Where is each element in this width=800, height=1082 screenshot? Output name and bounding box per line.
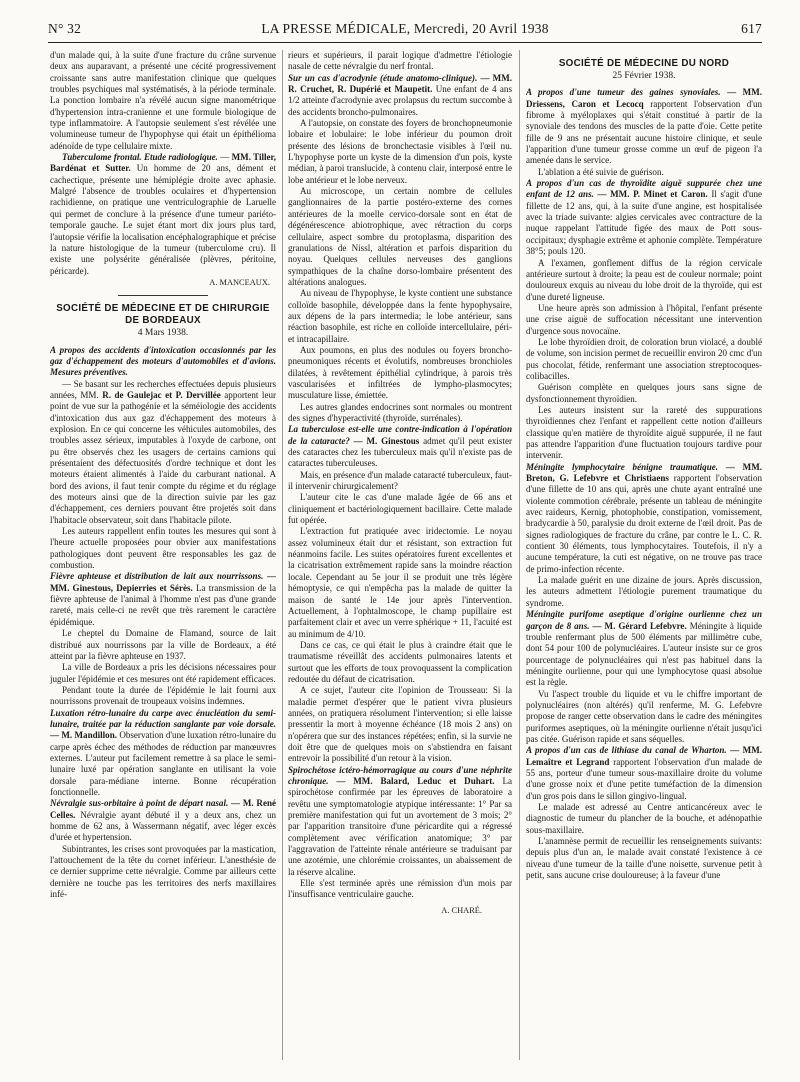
paragraph: Au niveau de l'hypophyse, le kyste contient une substance colloïde basophile, développée dans la fente hypophysaire, aux dépens de la pars intermedia; le lobe antérieur, sans réaction basophile, est riche en colloïde intercellulaire, péri- et intracapillaire. — [288, 288, 512, 344]
paragraph: Vu l'aspect trouble du liquide et vu le chiffre important de polynucléaires (non altérés) qu'il renferme, M. G. Lefebvre propose de ranger cette observation dans le cadre des méningites puriformes aseptiques, où la méningite ourlienne n'était jusqu'ici pas citée. Guérison rapide et sans séquelles. — [526, 688, 762, 744]
article-title: La tuberculose est-elle une contre-indication à l'opération de la cataracte? — [288, 424, 512, 446]
article-authors: R. de Gaulejac et P. Dervillée — [102, 389, 221, 400]
article-body: Méningite à liquide trouble renfermant plus de 500 éléments par millimètre cube, dont 54 pour 100 de polynucléaires. L'auteur insiste sur ce gros pourcentage de polynucléaires qui n'est pas habituel dans la méningite ourlienne, pour qui une lymphocytose quasi absolue est la règle. — [526, 620, 762, 688]
column-2 — [288, 50, 512, 1075]
signature: A. MANCEAUX. — [209, 277, 270, 287]
article-meningite-lympho — [526, 462, 762, 575]
society-date: 25 Février 1938. — [612, 71, 676, 81]
article-gaz — [50, 345, 276, 379]
article-title: Méningite lymphocytaire bénigne traumatique. — [526, 461, 719, 472]
article-luxation — [50, 708, 276, 799]
column-3 — [526, 50, 762, 1075]
paragraph: Subintrantes, les crises sont provoquées par la mastication, l'attouchement de la tête du cornet inférieur. L'anesthésie de ce dernier supprime cette névralgie. Comme par ailleurs cette dernière ne touche pas les territoires des nerfs maxillaires infé- — [50, 843, 276, 900]
column-1 — [50, 50, 276, 1075]
paragraph: L'anamnèse permit de recueillir les renseignements suivants: depuis plus d'un an, le malade avait constaté l'existence à ce niveau d'une tumeur de la taille d'une noisette, survenue petit à petit, sans aucune crise douloureuse; à la faveur d'une — [526, 836, 762, 881]
article-body: admet qu'il peut exister des cataractes chez les tuberculeux mais qu'il n'existe pas de cataractes tuberculeuses. — [288, 435, 512, 469]
article-gaz-body — [50, 379, 276, 526]
article-authors: — MM. Lemaître et Legrand — [526, 745, 762, 767]
column-divider — [519, 50, 520, 1060]
article-authors: — M. Gérard Lefebvre. — [592, 620, 687, 631]
paragraph: rieurs et supérieurs, il parait logique d'admettre l'étiologie nasale de cette névralgie du nerf frontal. — [288, 50, 512, 72]
article-fievre — [50, 571, 276, 628]
article-body: apportent leur point de vue sur la pathogénie et la séméiologie des accidents d'intoxication dus aux gaz d'échappement des moteurs à explosion. En ce qui concerne les véhicules automobiles, des troubles assez sérieux, imputables à l'oxyde de carbone, ont pu être observés chez les usagers de certains camions qui présentaient des défectuosités d'ordre technique et dont les moteurs étaient alimentés à l'aide du carburant national. A bord des avions, il faut tenir compte du régime et du réglage des moteurs ainsi que de la direction suivie par les gaz d'échappement, ces derniers pouvant être projetés soit dans l'habitacle observateur, soit dans l'habitacle pilote. — [50, 389, 276, 525]
article-body: Un homme de 20 ans, dément et cachectique, présente une hémiplégie droite avec aphasie. Malgré l'absence de troubles oculaires et d'hypertension rachidienne, on pratique une ventriculographie de Laruelle qui permet de conclure à la présence d'une tumeur pariéto-temporale gauche. Le sujet étant mort dix jours plus tard, l'autopsie vérifie la localisation encéphalographique et précise la nature histologique de la tumeur (tuberculome cru). Il existe une polysérite généralisée (plèvres, péritoine, péricarde). — [50, 163, 276, 276]
paragraph: A ce sujet, l'auteur cite l'opinion de Trousseau: Si la maladie permet d'espérer que le patient vivra plusieurs années, on pratiquera résolument l'intervention; si elle laisse pressentir la mort à moyenne échéance (18 mois 2 ans) on n'opérera que sur des instances répétées; enfin, si la survie ne doit être que de quelques mois on s'abstiendra en faisant entrevoir la possibilité d'un retour à la vision. — [288, 685, 512, 764]
paragraph: L'extraction fut pratiquée avec iridectomie. Le noyau assez volumineux était dur et résistant, son extraction fut néanmoins facile. Les suites opératoires furent excellentes et la cicatrisation extrêmement rapide sans la moindre réaction locale. Cependant au 5e jour il se produit une très légère hémoptysie, ce qui n'empêcha pas la malade de quitter la maison de santé le 14e jour après l'intervention. Actuellement, à l'ophtalmoscope, le champ pupillaire est parfaitement clair et avec un verre sphérique + 11, l'acuité est au minimum de 4/10. — [288, 526, 512, 639]
article-body: rapportent l'observation d'un malade de 55 ans, porteur d'une tumeur sous-maxillaire droite du volume d'une grosse noix et d'une petite tuméfaction de la dimension d'un gros pois dans le sillon gingivo-lingual. — [526, 756, 762, 801]
article-synoviales — [526, 87, 762, 166]
article-body: Névralgie ayant débuté il y a deux ans, chez un homme de 62 ans, à Wassermann négatif, avec léger excès d'urée et hypertension. — [50, 809, 276, 843]
article-authors: — MM. R. Cruchet, R. Dupérié et Maupetit. — [288, 72, 512, 95]
article-body: La transmission de la fièvre aphteuse de l'animal à l'homme n'est pas d'une grande rareté, mais celle-ci ne revêt que très rarement le caractère épidémique. — [50, 582, 276, 627]
page-number: 617 — [741, 21, 762, 36]
paragraph: La ville de Bordeaux a pris les décisions nécessaires pour juguler l'épidémie et ces mesures ont été rapidement efficaces. — [50, 662, 276, 684]
paragraph: Mais, en présence d'un malade cataracté tuberculeux, faut-il intervenir chirurgicalement? — [288, 469, 512, 492]
article-authors: — MM. P. Minet et Caron. — [597, 189, 708, 200]
paragraph: Pendant toute la durée de l'épidémie le lait fourni aux nourrissons provenait de troupeaux voisins indemnes. — [50, 684, 276, 707]
article-acrodynie — [288, 73, 512, 118]
article-title: Fièvre aphteuse et distribution de lait aux nourrissons. — [50, 571, 264, 582]
article-tuberculome: Tuberculome frontal. Etude radiologique. — MM. Tiller, Bardénat et Sutter. Un homme de 20 ans, dément et cachectique, présente une hémiplégie droite avec aphasie. Malgré l'absence de troubles oculaires et d'hypertension rachidienne, on pratique une ventriculographie de Laruelle qui permet de conclure à la présence d'une tumeur pariéto-temporale gauche. Le sujet étant mort dix jours plus tard, l'autopsie vérifie la localisation encéphalographique et précise la nature histologique de la tumeur (tuberculome cru). Il existe une polysérite généralisée (plèvres, péritoine, péricarde). — [50, 152, 276, 276]
article-wharton — [526, 745, 762, 802]
article-cataracte — [288, 424, 512, 469]
paragraph: Le lobe thyroïdien droit, de coloration brun violacé, a doublé de volume, son incision permet de recueillir environ 20 cmc d'un pus chocolat, fétide, renfermant une association streptocoques-colibacilles. — [526, 336, 762, 381]
paragraph: d'un malade qui, à la suite d'une fracture du crâne survenue deux ans auparavant, a présenté une cécité progressivement croissante sans autre manifestation clinique que quelques troubles psychiques mal systématisés, à la période terminale. La ponction lombaire n'a révélé aucun signe manométrique d'hypertension intra-cranienne et une formule biologique de type inflammatoire. A l'autopsie seulement s'est révélée une volumineuse tumeur de l'hypophyse qui était un épithélioma adénoïde de type cellulaire mixte. — [50, 50, 276, 151]
article-authors: — M. René Celles. — [50, 798, 276, 820]
article-body: Observation d'une luxation rétro-lunaire du carpe après échec des méthodes de réduction par manœuvres externes. L'auteur put facilement remettre à sa place le semi-lunaire luxé par opération sanglante en utilisant la voie dorsale para-médiane interne. Bonne récupération fonctionnelle. — [50, 730, 276, 797]
article-authors: MM. Tiller, Bardénat et Sutter. — [50, 152, 276, 174]
signature: A. CHARÉ. — [441, 905, 482, 915]
paragraph: Dans ce cas, ce qui était le plus à craindre était que le traumatisme réveillât des accidents pulmonaires latents et surtout que les efforts de toux provoquassent la complication redoutée du défaut de cicatrisation. — [288, 639, 512, 684]
article-title: A propos d'un cas de lithiase du canal de Wharton. — [526, 745, 727, 756]
paragraph: A l'autopsie, on constate des foyers de bronchopneumonie lobaire et lobulaire: le lobe inférieur du poumon droit présente des lésions de bronchectasie visibles à l'œil nu. L'hypophyse porte un kyste de la dimension d'un pois, kyste médian, à paroi translucide, à contenu clair, interposé entre le lobe antérieur et le lobe nerveux. — [288, 118, 512, 185]
paragraph: Les auteurs insistent sur la rareté des suppurations thyroïdiennes chez l'enfant et rappellent cette notion d'ailleurs classique qu'en matière de thyroïdite aiguë suppurée, il ne faut pas attendre l'apparition d'une fluctuation toujours tardive pour intervenir. — [526, 404, 762, 461]
article-title: Névralgie sus-orbitaire à point de départ nasal. — [50, 798, 229, 809]
article-body: rapportent l'observation d'une fillette de 10 ans qui, après une chute ayant entraîné une violente commotion cérébrale, présente un tableau de méningite avec raideurs, Kernig, photophobie, constipation, vomissement, bradycardie à 50, paralysie du droit externe de l'œil droit. Pas de signes radiologiques de fracture du crâne, par contre le L. C. R. contient 30 éléments, tous lymphocytaires. Toutefois, il n'y a aucune température, la cuti est négative, on ne trouve pas trace de primo-infection récente. — [526, 473, 762, 574]
article-title: A propos d'une tumeur des gaines synoviales. — [526, 87, 721, 98]
article-body: Il s'agit d'une fillette de 12 ans, qui, à la suite d'une angine, est hospitalisée avec la triade suivante: algies cervicales avec contracture de la nuque rappelant l'attitude figée des maux de Pott sous-occipitaux; dysphagie extrême et aphonie complète. Température 38°5; pouls 120. — [526, 189, 762, 257]
article-nevralgie — [50, 798, 276, 843]
section-rule — [118, 295, 208, 296]
article-authors: — MM. Ginestous, Depierries et Sérès. — [50, 571, 276, 593]
article-body: Une enfant de 4 ans 1/2 atteinte d'acrodynie avec prolapsus du rectum succombe à des accidents broncho-pulmonaires. — [288, 84, 512, 117]
paragraph: Elle s'est terminée après une rémission d'un mois par l'insuffisance ventriculaire gauche. — [288, 878, 512, 900]
society-heading: SOCIÉTÉ DE MÉDECINE DU NORD — [558, 58, 730, 69]
paragraph: A l'examen, gonflement diffus de la région cervicale antérieure surtout à droite; la peau est de couleur normale; point douloureux exquis au niveau du lobe droit de la thyroïde, qui est d'une dureté ligneuse. — [526, 257, 762, 302]
article-title: A propos des accidents d'intoxication occasionnés par les gaz d'échappement des moteurs d'automobiles et d'avions. Mesures préventives. — [50, 344, 276, 378]
article-thyroidite — [526, 178, 762, 257]
article-title: Tuberculome frontal. Etude radiologique. — [62, 152, 218, 163]
society-heading: SOCIÉTÉ DE MÉDECINE ET DE CHIRURGIE DE BORDEAUX — [56, 303, 270, 327]
article-body: rapportent l'observation d'un fibrome à myéloplaxes qui s'était constitué à partir de la synoviale des tendons des muscles de la patte d'oie. Cette petite fille de 9 ans ne présentait aucune histoire clinique, et seule l'apparition d'une tumeur grosse comme un œuf de pigeon l'a amenée dans le service. — [526, 98, 762, 166]
paragraph: L'ablation a été suivie de guérison. — [538, 166, 664, 177]
paragraph: Le malade est adressé au Centre anticancéreux avec le diagnostic de tumeur du plancher de la bouche, et adénopathie sous-maxillaire. — [526, 802, 762, 835]
paragraph: Guérison complète en quelques jours sans signe de dysfonctionnement thyroïdien. — [526, 382, 762, 404]
article-title: A propos d'un cas de thyroïdite aiguë suppurée chez une enfant de 12 ans. — [526, 178, 762, 200]
article-meningite-ourlienne — [526, 609, 762, 688]
article-body: La spirochétose confirmée par les épreuves de laboratoire a revêtu une symptomatologie atypique intéressante: 1° Par sa première manifestation qui fut un avortement de 3 mois; 2° par l'apparition transitoire d'une péricardite qui a régressé complètement avec vérification anatomique; 3° par l'aggravation de l'atteinte rénale antérieure se traduisant par une azotémie, une chlorémie croissantes, un abaissement de la réserve alcaline. — [288, 776, 512, 877]
paragraph: Les auteurs rappellent enfin toutes les mesures qui sont à l'heure actuelle proposées pour obvier aux manifestations pathologiques dont peuvent être responsables les gaz de combustion. — [50, 526, 276, 571]
paragraph: Aux poumons, en plus des nodules ou foyers broncho-pneumoniques récents et évolutifs, nombreuses bronchioles dilatées, à revêtement épithélial cylindrique, à parois très vascularisées et infiltrées de lympho-plasmocytes; musculature lisse, émiettée. — [288, 344, 512, 401]
paragraph: La malade guérit en une dizaine de jours. Après discussion, les auteurs admettent l'étiologie purement traumatique du syndrome. — [526, 575, 762, 608]
article-authors: — M. Ginestous — [353, 435, 420, 446]
article-title: Luxation rétro-lunaire du carpe avec énucléation du semi-lunaire, traitée par la réduction sanglante par voie dorsale. — [50, 707, 276, 729]
issue-number: N° 32 — [48, 21, 82, 36]
article-authors: — MM. Breton, G. Lefebvre et Christiaens — [526, 461, 762, 484]
article-authors: — MM. Driessens, Caron et Lecocq — [526, 87, 762, 109]
column-divider — [282, 50, 283, 1060]
article-title: Méningite purifome aseptique d'origine ourlienne chez un garçon de 8 ans. — [526, 609, 762, 631]
article-spirochetose — [288, 765, 512, 878]
article-body: — Se basant sur les recherches effectuées depuis plusieurs années, MM. — [50, 378, 276, 400]
article-title: Spirochétose ictéro-hémorragique au cours d'une néphrite chronique. — [288, 764, 512, 786]
society-date: 4 Mars 1938. — [137, 328, 189, 339]
paragraph: Une heure après son admission à l'hôpital, l'enfant présente une crise aiguë de suffocation nécessitant une intervention d'urgence sous novocaïne. — [526, 302, 762, 336]
article-title: Sur un cas d'acrodynie (étude anatomo-clinique). — [288, 72, 478, 83]
article-authors: — MM. Balard, Leduc et Duhart. — [336, 776, 495, 786]
journal-title: LA PRESSE MÉDICALE, Mercredi, 20 Avril 1938 — [261, 21, 549, 36]
masthead — [48, 18, 762, 43]
paragraph: Au microscope, un certain nombre de cellules ganglionnaires de la partie postéro-externe des cornes antérieures de la moelle cervico-dorsale sont en état de dégénérescence abiotrophique, avec rétraction du corps cellulaire, aspect sombre du protoplasma, disparition des granulations de Nissl, altération et parfois disparition du noyau. Quelques cellules nerveuses des ganglions sympathiques de la chaîne dorso-lombaire présentent des altérations analogues. — [288, 186, 512, 287]
paragraph: L'auteur cite le cas d'une malade âgée de 66 ans et cliniquement et bactériologiquement bacillaire. Cette malade fut opérée. — [288, 492, 512, 526]
article-authors: — M. Mandillon. — [50, 730, 117, 741]
paragraph: Le cheptel du Domaine de Flamand, source de lait distribué aux nourrissons par la ville de Bordeaux, a été atteint par la fièvre aphteuse en 1937. — [50, 628, 276, 661]
paragraph: Les autres glandes endocrines sont normales ou montrent des signes d'hyperactivité (thyroïde, surrénales). — [288, 401, 512, 423]
